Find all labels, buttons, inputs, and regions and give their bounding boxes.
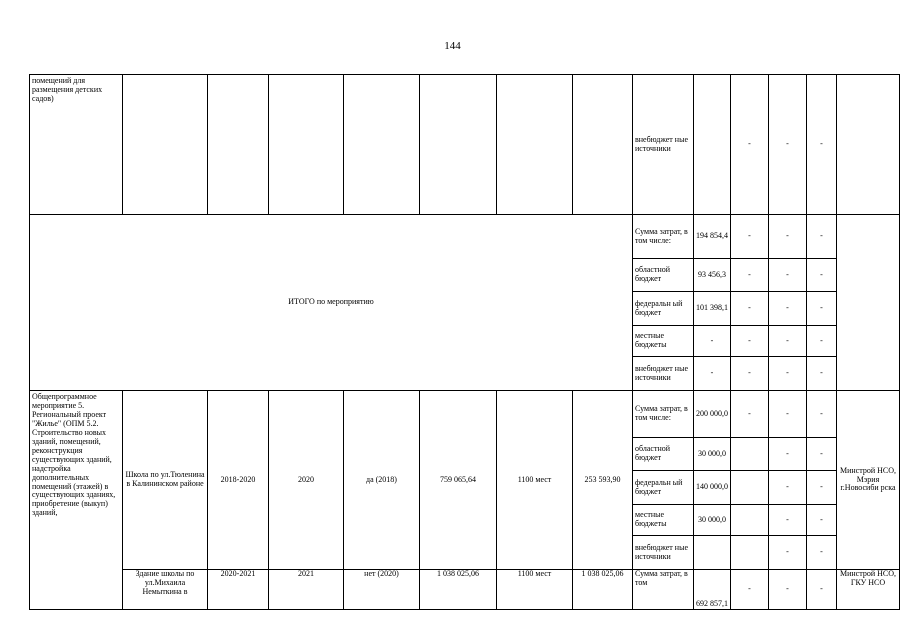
year1-cell [731, 505, 769, 536]
year1-cell [731, 471, 769, 505]
year2-cell: - [769, 259, 807, 292]
year1-cell: - [731, 326, 769, 357]
capacity-cell: 1100 мест [497, 391, 573, 570]
object-name-cell: Школа по ул.Тюленина в Калининском районе [123, 391, 208, 570]
year2-cell: - [769, 570, 807, 610]
measure-name-cell: помещений для размещения детских садов) [30, 75, 123, 215]
year2-cell: - [769, 326, 807, 357]
sum-cell: 93 456,3 [694, 259, 731, 292]
measure-name-cell: Общепрограммное мероприятие 5. Региональный проект "Жилье" (ОПМ 5.2. Строительство новых зданий, помещений, реконструкция существующих зданий, надстройка дополнительных помещений (этажей) в существующих зданиях, приобретение (выкуп) зданий, [30, 391, 123, 610]
year2-cell: - [769, 215, 807, 259]
empty-cell [123, 75, 208, 215]
year1-cell: - [731, 215, 769, 259]
year1-cell [731, 438, 769, 471]
year3-cell: - [807, 326, 837, 357]
sum-cell: 101 398,1 [694, 292, 731, 326]
year-cell: 2020 [269, 391, 344, 570]
funding-source-cell: областной бюджет [633, 438, 694, 471]
year1-cell: - [731, 391, 769, 438]
sum-cell: 194 854,4 [694, 215, 731, 259]
year3-cell: - [807, 438, 837, 471]
year2-cell: - [769, 438, 807, 471]
period-cell: 2018-2020 [208, 391, 269, 570]
funding-source-cell: федеральн ый бюджет [633, 292, 694, 326]
remaining-cost-cell: 1 038 025,06 [573, 570, 633, 610]
funding-source-cell: областной бюджет [633, 259, 694, 292]
year2-cell: - [769, 536, 807, 570]
funding-source-cell: местные бюджеты [633, 505, 694, 536]
year3-cell: - [807, 357, 837, 391]
year3-cell: - [807, 292, 837, 326]
empty-cell [573, 75, 633, 215]
table-row [30, 75, 900, 215]
documentation-cell: да (2018) [344, 391, 420, 570]
year2-cell: - [769, 75, 807, 215]
sum-cell: 200 000,0 [694, 391, 731, 438]
remaining-cost-cell: 253 593,90 [573, 391, 633, 570]
empty-cell [208, 75, 269, 215]
funding-source-cell: Сумма затрат, в том числе: [633, 215, 694, 259]
year2-cell: - [769, 292, 807, 326]
funding-source-cell: местные бюджеты [633, 326, 694, 357]
year3-cell: - [807, 75, 837, 215]
year3-cell: - [807, 570, 837, 610]
funding-source-cell: Сумма затрат, в том числе: [633, 391, 694, 438]
funding-source-cell: внебюджет ные источники [633, 75, 694, 215]
year1-cell: - [731, 357, 769, 391]
documentation-cell: нет (2020) [344, 570, 420, 610]
sum-cell: - [694, 357, 731, 391]
budget-table [29, 74, 900, 610]
empty-cell [837, 75, 900, 215]
sum-cell [694, 536, 731, 570]
table-row [30, 215, 900, 259]
empty-cell [497, 75, 573, 215]
sum-cell: 140 000,0 [694, 471, 731, 505]
year2-cell: - [769, 391, 807, 438]
capacity-cell: 1100 мест [497, 570, 573, 610]
table-row [30, 570, 900, 610]
empty-cell [269, 75, 344, 215]
table-row [30, 391, 900, 438]
year3-cell: - [807, 536, 837, 570]
year1-cell: - [731, 259, 769, 292]
empty-cell [420, 75, 497, 215]
year1-cell: - [731, 570, 769, 610]
year-cell: 2021 [269, 570, 344, 610]
year2-cell: - [769, 471, 807, 505]
empty-cell [344, 75, 420, 215]
funding-source-cell: внебюджет ные источники [633, 357, 694, 391]
year1-cell: - [731, 292, 769, 326]
cost-cell: 1 038 025,06 [420, 570, 497, 610]
year2-cell: - [769, 357, 807, 391]
funding-source-cell: федеральн ый бюджет [633, 471, 694, 505]
year3-cell: - [807, 259, 837, 292]
executor-cell: Минстрой НСО, Мэрия г.Новосиби рска [837, 391, 900, 570]
cost-cell: 759 065,64 [420, 391, 497, 570]
funding-source-cell: Сумма затрат, в том [633, 570, 694, 610]
empty-cell [837, 215, 900, 391]
sum-cell: - [694, 326, 731, 357]
sum-cell: 30 000,0 [694, 505, 731, 536]
year1-cell: - [731, 75, 769, 215]
sum-cell: 30 000,0 [694, 438, 731, 471]
sum-cell: 692 857,1 [694, 570, 731, 610]
year1-cell [731, 536, 769, 570]
sum-cell [694, 75, 731, 215]
year3-cell: - [807, 215, 837, 259]
object-name-cell: Здание школы по ул.Михаила Немыткина в [123, 570, 208, 610]
total-label-cell: ИТОГО по мероприятию [30, 215, 633, 391]
year3-cell: - [807, 505, 837, 536]
year2-cell: - [769, 505, 807, 536]
page-number: 144 [444, 40, 461, 52]
year3-cell: - [807, 391, 837, 438]
period-cell: 2020-2021 [208, 570, 269, 610]
year3-cell: - [807, 471, 837, 505]
funding-source-cell: внебюджет ные источники [633, 536, 694, 570]
executor-cell: Минстрой НСО, ГКУ НСО [837, 570, 900, 610]
